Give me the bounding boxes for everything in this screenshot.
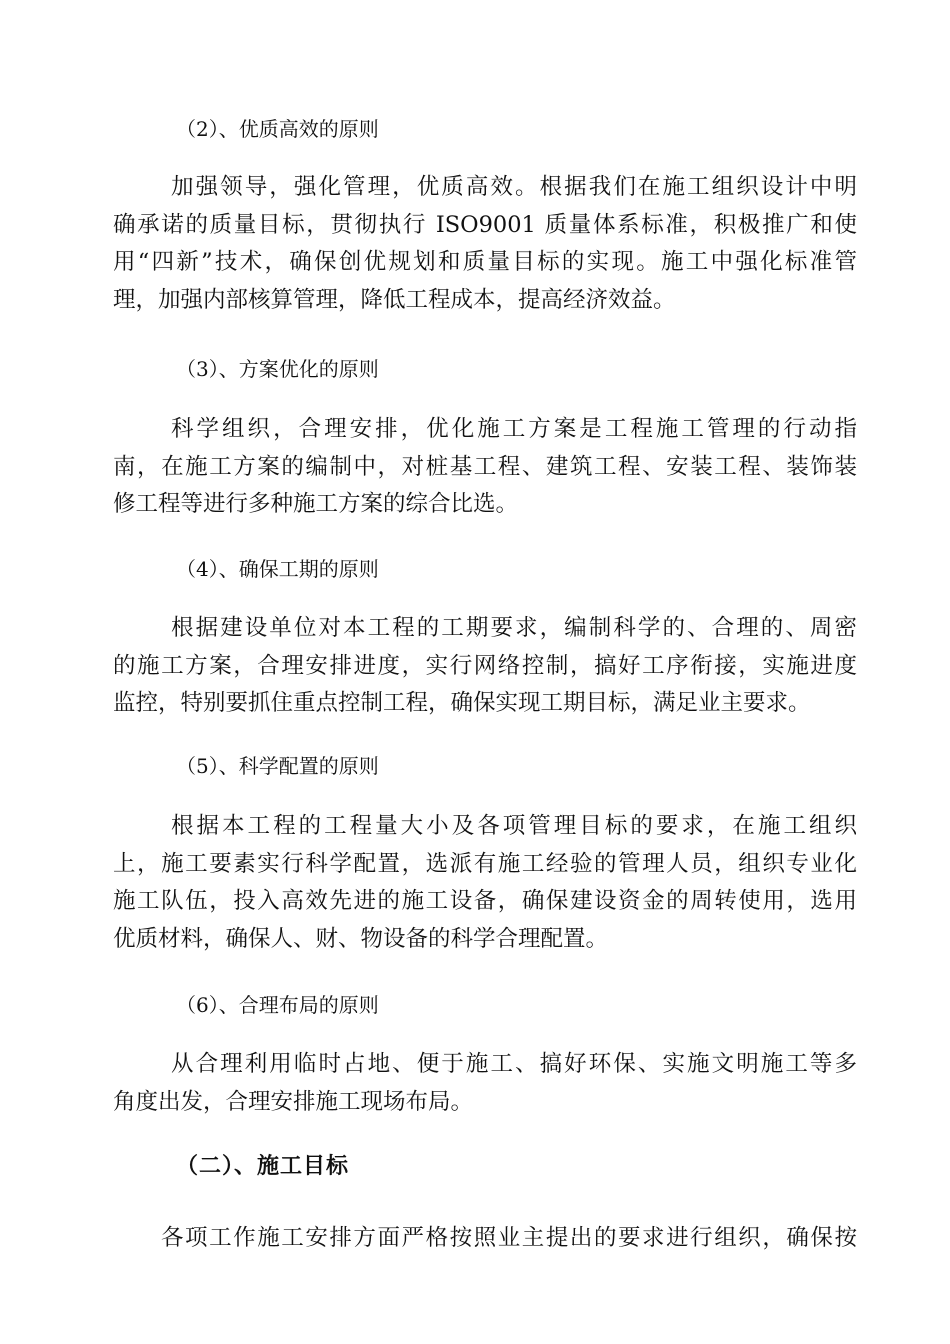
paragraph-line: 的施工方案，合理安排进度，实行网络控制，搞好工序衔接，实施进度 [113, 652, 857, 679]
paragraph-line: 各项工作施工安排方面严格按照业主提出的要求进行组织，确保按 [161, 1225, 857, 1251]
paragraph-line: 从合理利用临时占地、便于施工、搞好环保、实施文明施工等多 [171, 1051, 857, 1077]
paragraph-quality [113, 169, 857, 319]
subsection-title-2: （2）、优质高效的原则 [176, 117, 379, 141]
paragraph-layout [113, 1046, 857, 1121]
paragraph-line: 理，加强内部核算管理，降低工程成本，提高经济效益。 [113, 286, 676, 313]
subsection-title-4: （4）、确保工期的原则 [176, 557, 379, 581]
paragraph-line: 用“四新”技术，确保创优规划和质量目标的实现。施工中强化标准管 [113, 249, 857, 275]
subsection-title-3: （3）、方案优化的原则 [176, 357, 379, 381]
paragraph-line: 南，在施工方案的编制中，对桩基工程、建筑工程、安装工程、装饰装 [113, 453, 857, 480]
subsection-title-6: （6）、合理布局的原则 [176, 993, 379, 1017]
paragraph-line: 加强领导，强化管理，优质高效。根据我们在施工组织设计中明 [171, 174, 857, 200]
paragraph-configuration [113, 808, 857, 958]
paragraph-line: 根据本工程的工程量大小及各项管理目标的要求，在施工组织 [171, 813, 857, 839]
paragraph-line: 监控，特别要抓住重点控制工程，确保实现工期目标，满足业主要求。 [113, 690, 811, 716]
paragraph-line: 修工程等进行多种施工方案的综合比选。 [113, 491, 519, 517]
paragraph-construction-goals [113, 1220, 857, 1258]
section-heading: （二）、施工目标 [176, 1154, 350, 1179]
paragraph-line: 科学组织，合理安排，优化施工方案是工程施工管理的行动指 [171, 416, 857, 442]
paragraph-line: 上，施工要素实行科学配置，选派有施工经验的管理人员，组织专业化 [113, 850, 857, 877]
paragraph-line: 优质材料，确保人、财、物设备的科学合理配置。 [113, 925, 609, 952]
paragraph-line: 根据建设单位对本工程的工期要求，编制科学的、合理的、周密 [171, 615, 857, 641]
paragraph-line: 角度出发，合理安排施工现场布局。 [113, 1088, 474, 1115]
subsection-title-5: （5）、科学配置的原则 [176, 754, 379, 778]
paragraph-line: 确承诺的质量目标，贯彻执行 ISO9001 质量体系标准，积极推广和使 [113, 211, 857, 238]
paragraph-schedule [113, 610, 857, 723]
paragraph-line: 施工队伍，投入高效先进的施工设备，确保建设资金的周转使用，选用 [113, 888, 857, 914]
paragraph-optimization [113, 411, 857, 524]
